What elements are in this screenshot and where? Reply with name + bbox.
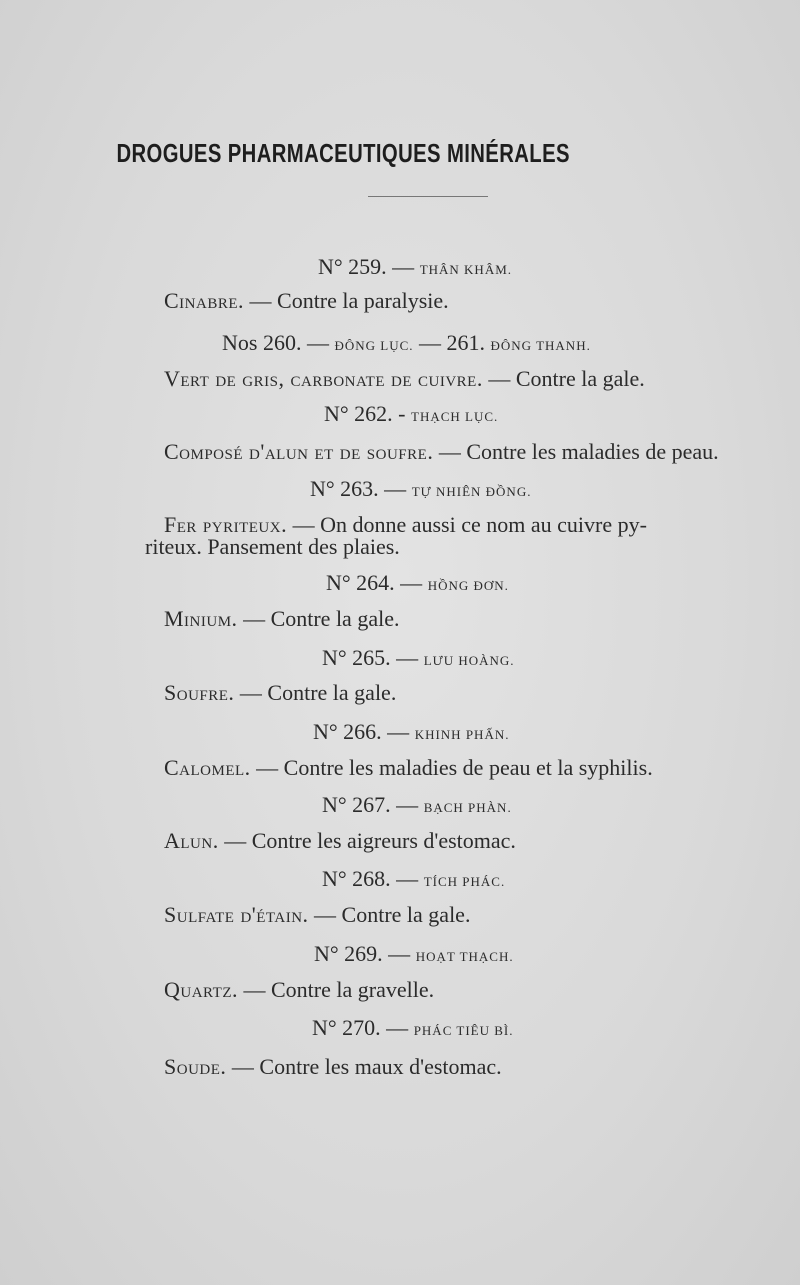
entry-heading (318, 254, 512, 283)
substance-name: Soufre. (164, 680, 235, 705)
entry-heading (314, 941, 514, 970)
entry-name: TÍCH PHÁC. (423, 874, 506, 889)
entry-description (164, 439, 719, 465)
description-text: — Contre la gale. (234, 680, 397, 705)
entry-description-continued: riteux. Pansement des plaies. (145, 534, 400, 559)
description-text: — On donne aussi ce nom au cuivre py- (287, 512, 647, 537)
entry-name: LƯU HOÀNG. (423, 653, 515, 668)
description-text: — Contre les aigreurs d'estomac. (218, 828, 516, 853)
entry-description (164, 755, 653, 781)
substance-name: Minium. (164, 606, 238, 631)
description-text: — Contre les maladies de peau. (433, 439, 719, 464)
entry-heading (322, 645, 515, 674)
entry-number: N° 263. — (310, 476, 407, 501)
entry-name: HỒNG ĐƠN. (427, 578, 509, 593)
entry-heading (312, 1015, 513, 1044)
entry-name: KHINH PHẤN. (414, 727, 510, 742)
entry-name: PHÁC TIÊU BÌ. (413, 1023, 514, 1038)
substance-name: Calomel. (164, 755, 251, 780)
entry-name: HOẠT THẠCH. (415, 949, 514, 964)
entry-number: N° 265. — (322, 645, 419, 670)
entry-number: N° 269. — (314, 941, 411, 966)
description-text: — Contre les maladies de peau et la syphilis. (250, 755, 653, 780)
entry-name: ĐÔNG LỤC. (334, 338, 414, 353)
substance-name: Composé d'alun et de soufre. (164, 439, 434, 464)
entry-number-2: — 261. (413, 330, 486, 355)
entry-heading (326, 570, 509, 599)
entry-heading (322, 792, 512, 821)
substance-name: Quartz. (164, 977, 238, 1002)
entry-number: N° 259. — (318, 254, 415, 279)
substance-name: Soude. (164, 1054, 227, 1079)
title-rule (368, 196, 488, 197)
description-text: — Contre la paralysie. (244, 288, 449, 313)
entry-number: N° 267. — (322, 792, 419, 817)
entry-number: N° 264. — (326, 570, 423, 595)
description-text: — Contre la gale. (308, 902, 471, 927)
entry-number: N° 268. — (322, 866, 419, 891)
entry-description (164, 680, 396, 706)
substance-name: Fer pyriteux. (164, 512, 288, 537)
entry-heading (313, 719, 509, 748)
description-text: — Contre la gravelle. (237, 977, 435, 1002)
entry-name: THÂN KHÂM. (419, 262, 513, 277)
entry-name: TỰ NHIÊN ĐỒNG. (411, 484, 532, 499)
entry-heading (322, 866, 505, 895)
description-text: — Contre les maux d'estomac. (226, 1054, 502, 1079)
entry-description (164, 902, 470, 928)
entry-number: N° 270. — (312, 1015, 409, 1040)
entry-name-2: ĐÔNG THANH. (490, 338, 591, 353)
entry-description (164, 977, 434, 1003)
entry-number: N° 262. - (324, 401, 406, 426)
entry-heading (324, 401, 498, 430)
entry-number: N° 266. — (313, 719, 410, 744)
substance-name: Sulfate d'étain. (164, 902, 309, 927)
entry-description (164, 606, 399, 632)
entry-name: BẠCH PHÀN. (423, 800, 512, 815)
substance-name: Alun. (164, 828, 219, 853)
entry-name: THẠCH LỤC. (411, 409, 499, 424)
entry-heading (222, 330, 591, 359)
entry-description (164, 288, 449, 314)
page-title: DROGUES PHARMACEUTIQUES MINÉRALES (116, 138, 570, 168)
substance-name: Cinabre. (164, 288, 245, 313)
substance-name: Vert de gris, carbonate de cuivre. (164, 366, 483, 391)
entry-description (164, 366, 645, 392)
entry-description (164, 828, 516, 854)
description-text: — Contre la gale. (237, 606, 400, 631)
entry-heading (310, 476, 531, 505)
description-text: — Contre la gale. (482, 366, 645, 391)
entry-number: Nos 260. — (222, 330, 329, 355)
entry-description (164, 1054, 502, 1080)
